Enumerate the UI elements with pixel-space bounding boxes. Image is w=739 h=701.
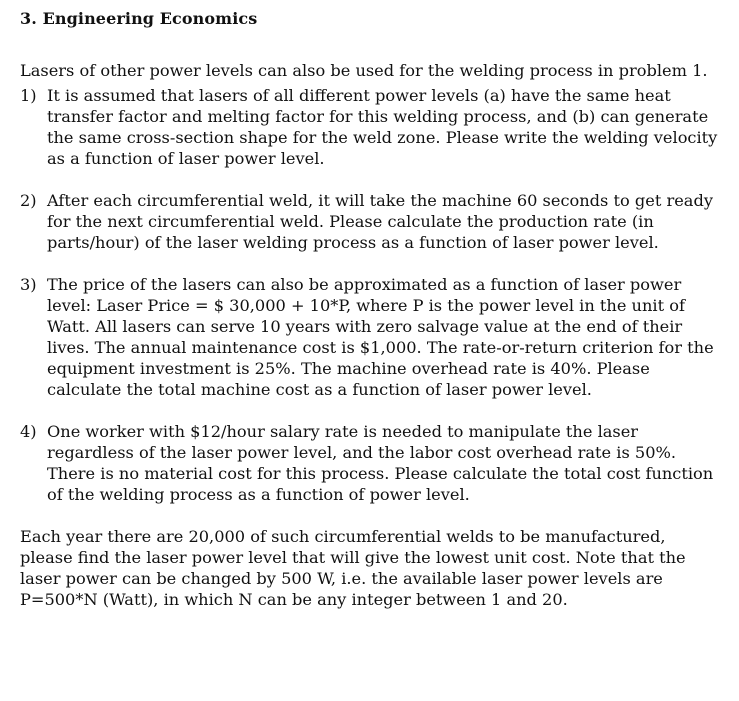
- intro-paragraph: Lasers of other power levels can also be used for the welding process in problem 1.: [20, 61, 708, 80]
- question-item-3: [20, 274, 720, 400]
- question-item-2: [20, 190, 720, 253]
- question-list: [20, 85, 720, 505]
- question-text: One worker with $12/hour salary rate is needed to manipulate the laser regardless of the laser power level, and the labor cost overhead rate is 50%. There is no material cost for this process. Please calculate the total cost function of the welding process as a function of power level.: [47, 422, 714, 504]
- question-text: After each circumferential weld, it will take the machine 60 seconds to get ready for the next circumferential weld. Please calculate the production rate (in parts/hour) of the laser welding process as a function of laser power level.: [47, 191, 713, 252]
- section-title: 3. Engineering Economics: [20, 9, 258, 28]
- document-page: [20, 8, 720, 610]
- question-text: The price of the lasers can also be approximated as a function of laser power level: Laser Price = $ 30,000 + 10*P, where P is the power level in the unit of Watt. All lasers can serve 10 years with zero salvage value at the end of their lives. The annual maintenance cost is $1,000. The rate-or-return criterion for the equipment investment is 25%. The machine overhead rate is 40%. Please calculate the total machine cost as a function of laser power level.: [47, 275, 714, 399]
- question-number: 4): [20, 422, 37, 441]
- question-number: 1): [20, 86, 37, 105]
- question-number: 3): [20, 275, 37, 294]
- question-item-4: [20, 421, 720, 505]
- closing-paragraph: Each year there are 20,000 of such circumferential welds to be manufactured, please find the laser power level that will give the lowest unit cost. Note that the laser power can be changed by 500 W, i.e. the available laser power levels are P=500*N (Watt), in which N can be any integer between 1 and 20.: [20, 527, 686, 609]
- question-text: It is assumed that lasers of all different power levels (a) have the same heat transfer factor and melting factor for this welding process, and (b) can generate the same cross-section shape for the weld zone. Please write the welding velocity as a function of laser power level.: [47, 86, 718, 168]
- question-item-1: [20, 85, 720, 169]
- question-number: 2): [20, 191, 37, 210]
